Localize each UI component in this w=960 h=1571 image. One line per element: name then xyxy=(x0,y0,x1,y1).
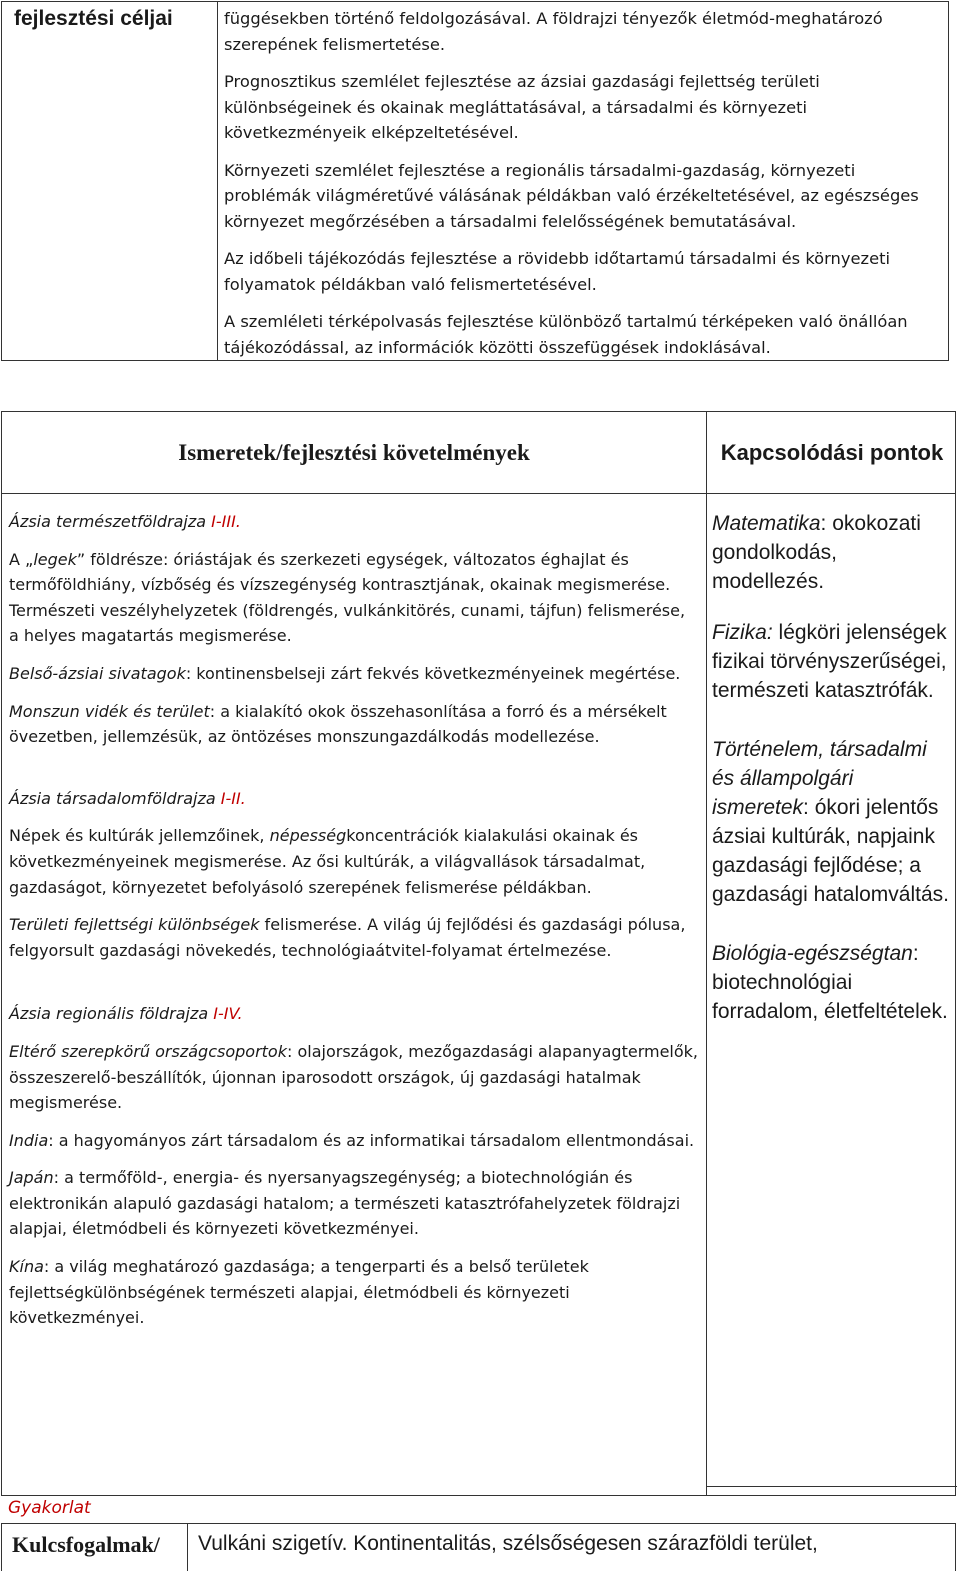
header-divider xyxy=(2,493,955,494)
requirements-content xyxy=(9,509,699,1343)
keywords-table xyxy=(1,1523,956,1571)
section-paragraph: Japán: a termőföld-, energia- és nyersanyagszegénység; a biotechnológián és elektronikán alapuló gazdasági hatalom; a természeti katasztrófahelyzetek földrajzi alapjai, életmódbeli és környezeti következményei. xyxy=(9,1168,681,1239)
section-title: Ázsia természetföldrajza I-III. xyxy=(9,512,241,531)
section-paragraph: Kína: a világ meghatározó gazdasága; a tengerparti és a belső területek fejlettségkülönbségének természeti alapjai, életmódbeli és környezeti következményei. xyxy=(9,1257,589,1328)
section-title: Ázsia társadalomföldrajza I-II. xyxy=(9,788,246,808)
goals-paragraph: Az időbeli tájékozódás fejlesztése a rövidebb időtartamú társadalmi és környezeti folyamatok példákban való felismertetésével. xyxy=(224,249,890,294)
goals-table xyxy=(1,1,949,361)
section-paragraph: A „legek” földrésze: óriástájak és szerkezeti egységek, változatos éghajlat és termőföldhiány, vízbőség és vízszegénység kontrasztjának, okainak megismerése. Természeti veszélyhelyzetek (földrengés, vulkánkitörés, cunami, tájfun) felismerése, a helyes magatartás megismerése. xyxy=(9,549,686,646)
requirements-header: Ismeretek/fejlesztési követelmények xyxy=(178,439,530,465)
section-paragraph: India: a hagyományos zárt társadalom és az informatikai társadalom ellentmondásai. xyxy=(9,1130,695,1150)
goals-label: fejlesztési céljai xyxy=(2,2,218,360)
connection-item: Matematika: okokozati gondolkodás, modellezés. xyxy=(712,512,921,593)
right-cell-divider xyxy=(706,1486,957,1487)
goals-text xyxy=(224,6,944,372)
requirements-table xyxy=(1,411,956,1496)
column-divider xyxy=(706,412,707,1495)
connections-content xyxy=(712,509,954,1048)
section-paragraph: Belső-ázsiai sivatagok: kontinensbelseji zárt fekvés következményeinek megértése. xyxy=(9,663,681,683)
section-paragraph: Eltérő szerepkörű országcsoportok: olajországok, mezőgazdasági alapanyagtermelők, összeszerelő-beszállítók, újonnan iparosodott országok, új gazdasági hatalmak megismerése. xyxy=(9,1041,699,1113)
connection-item: Történelem, társadalmi és állampolgári ismeretek: ókori jelentős ázsiai kultúrák, napjaink gazdasági fejlődése; a gazdasági hatalomváltás. xyxy=(712,738,949,906)
goals-paragraph: Prognosztikus szemlélet fejlesztése az ázsiai gazdasági fejlettség területi különbségeinek és okainak megláttatásával, a társadalmi és környezeti következményeik elképzeltetésével. xyxy=(224,72,820,142)
goals-paragraph: Környezeti szemlélet fejlesztése a regionális társadalmi-gazdaság, környezeti problémák világméretűvé válásának példákban való érzékeltetésével, az egészséges környezet megőrzésében a társadalmi felelősségének bemutatásával. xyxy=(224,160,919,231)
keywords-label: Kulcsfogalmak/ xyxy=(2,1524,188,1571)
connections-header: Kapcsolódási pontok xyxy=(720,440,944,465)
connection-item: Biológia-egészségtan: biotechnológiai forradalom, életfeltételek. xyxy=(712,942,948,1023)
section-paragraph: Területi fejlettségi különbségek felismerése. A világ új fejlődési és gazdasági pólusa, felgyorsult gazdasági növekedés, technológiaátvitel-folyamat értelmezése. xyxy=(9,915,686,960)
section-paragraph: Monszun vidék és terület: a kialakító okok összehasonlítása a forró és a mérsékelt övezetben, jellemzésük, az öntözéses monszungazdálkodás modellezése. xyxy=(9,701,667,747)
section-paragraph: Népek és kultúrák jellemzőinek, népességkoncentrációk kialakulási okainak és következményeinek megismerése. Az ősi kultúrák, a világvallások társadalmat, gazdaságot, környezetet befolyásoló szerepének felismerése példákban. xyxy=(9,826,646,897)
practice-label: Gyakorlat xyxy=(8,1498,91,1518)
section-title: Ázsia regionális földrajza I-IV. xyxy=(9,1004,243,1024)
connection-item: Fizika: légköri jelenségek fizikai törvényszerűségei, természeti katasztrófák. xyxy=(712,621,947,702)
keywords-text: Vulkáni szigetív. Kontinentalitás, szélsőségesen szárazföldi terület, xyxy=(198,1532,818,1555)
goals-paragraph: A szemléleti térképolvasás fejlesztése különböző tartalmú térképeken való önállóan tájékozódással, az információk közötti összefüggések indoklásával. xyxy=(224,312,908,357)
goals-paragraph: függésekben történő feldolgozásával. A földrajzi tényezők életmód-meghatározó szerepének felismertetése. xyxy=(224,9,883,54)
